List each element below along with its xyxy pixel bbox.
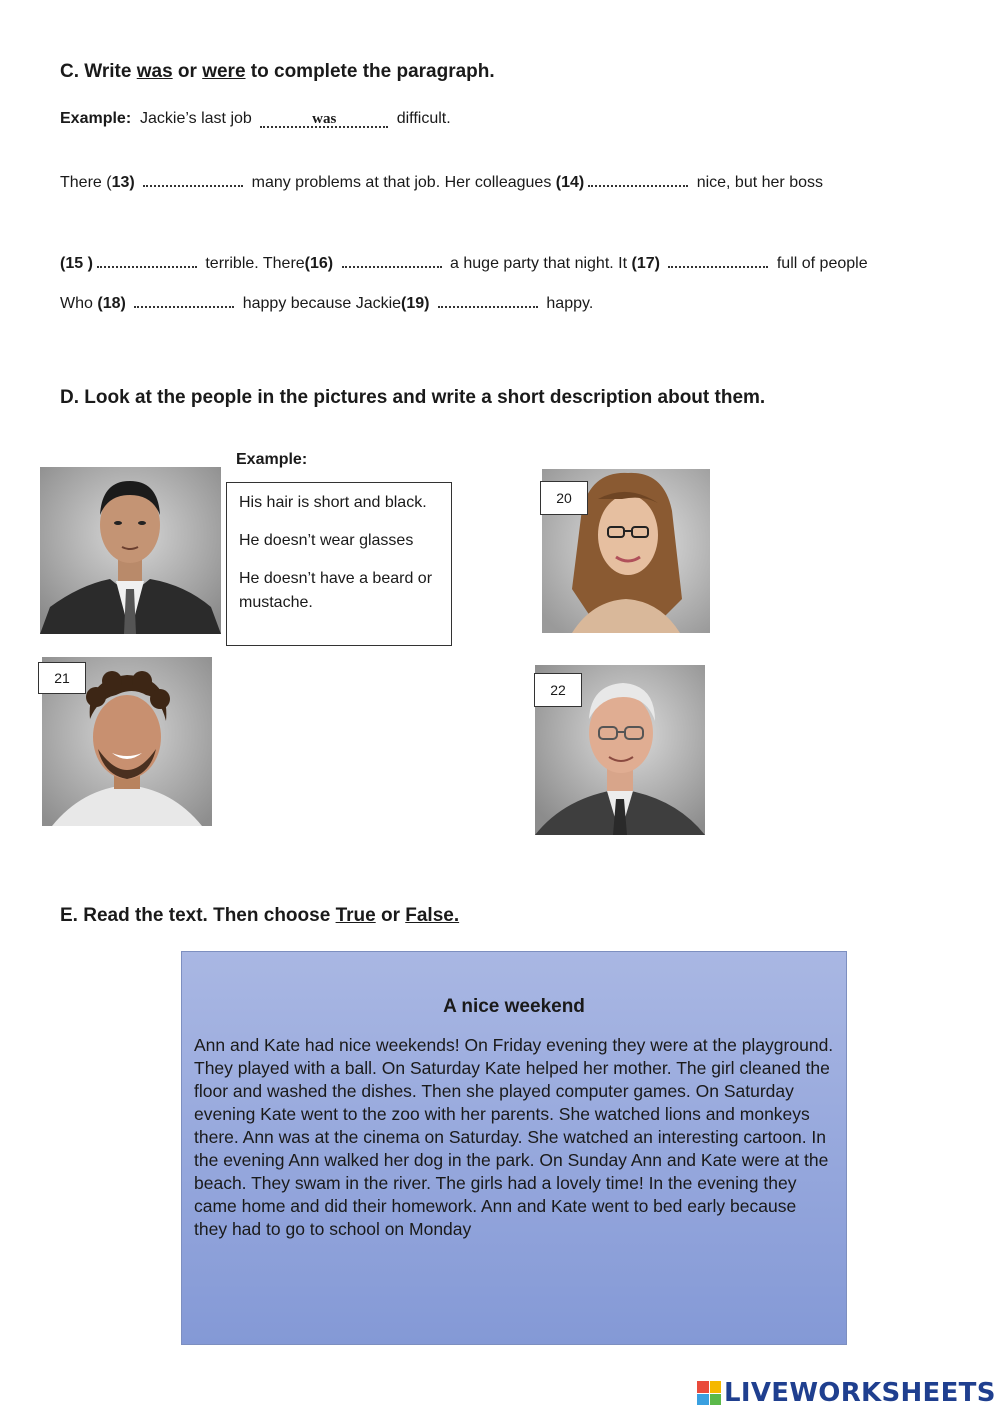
blank-19[interactable]	[438, 292, 538, 308]
example-sentence: Example: Jackie’s last job was difficult.	[60, 110, 451, 127]
blank-17[interactable]	[668, 252, 768, 268]
paragraph-line-1: There (13) many problems at that job. Her colleagues (14) nice, but her boss	[60, 171, 823, 192]
reading-body: Ann and Kate had nice weekends! On Friday evening they were at the playground. They played with a ball. On Saturday Kate helped her mother. The girl cleaned the floor and washed the dishes. Then she played computer games. On Saturday evening Kate went to the zoo with her parents. She watched lions and monkeys there. Ann was at the cinema on Saturday. She watched an interesting cartoon. In the evening Ann walked her dog in the park. On Sunday Ann and Kate were at the beach. They swam in the river. The girls had a lovely time! In the evening they came home and did their homework. Ann and Kate went to bed early because they had to go to school on Monday	[194, 1035, 834, 1239]
example-answer: was	[260, 112, 388, 128]
blank-15[interactable]	[97, 252, 197, 268]
paragraph-line-3: Who (18) happy because Jackie(19) happy.	[60, 292, 593, 313]
section-d-heading: D. Look at the people in the pictures and write a short description about them.	[60, 387, 766, 408]
paragraph-line-2: (15 ) terrible. There(16) a huge party that night. It (17) full of people	[60, 252, 868, 273]
blank-14[interactable]	[588, 171, 688, 187]
blank-18[interactable]	[134, 292, 234, 308]
example-description-box: His hair is short and black. He doesn’t wear glasses He doesn’t have a beard or mustache.	[226, 482, 452, 646]
example-man-photo	[40, 467, 221, 634]
section-c-heading: C. Write was or were to complete the paragraph.	[60, 61, 495, 82]
reading-title: A nice weekend	[443, 996, 585, 1017]
liveworksheets-logo: LIVEWORKSHEETS	[697, 1378, 996, 1408]
logo-blocks-icon	[697, 1381, 721, 1405]
section-e-heading: E. Read the text. Then choose True or False.	[60, 905, 460, 926]
number-box-20: 20	[540, 481, 588, 515]
blank-13[interactable]	[143, 171, 243, 187]
blank-16[interactable]	[342, 252, 442, 268]
example-label: Example:	[236, 451, 308, 468]
number-box-22: 22	[534, 673, 582, 707]
number-box-21: 21	[38, 662, 86, 694]
reading-text-box	[181, 951, 847, 1345]
